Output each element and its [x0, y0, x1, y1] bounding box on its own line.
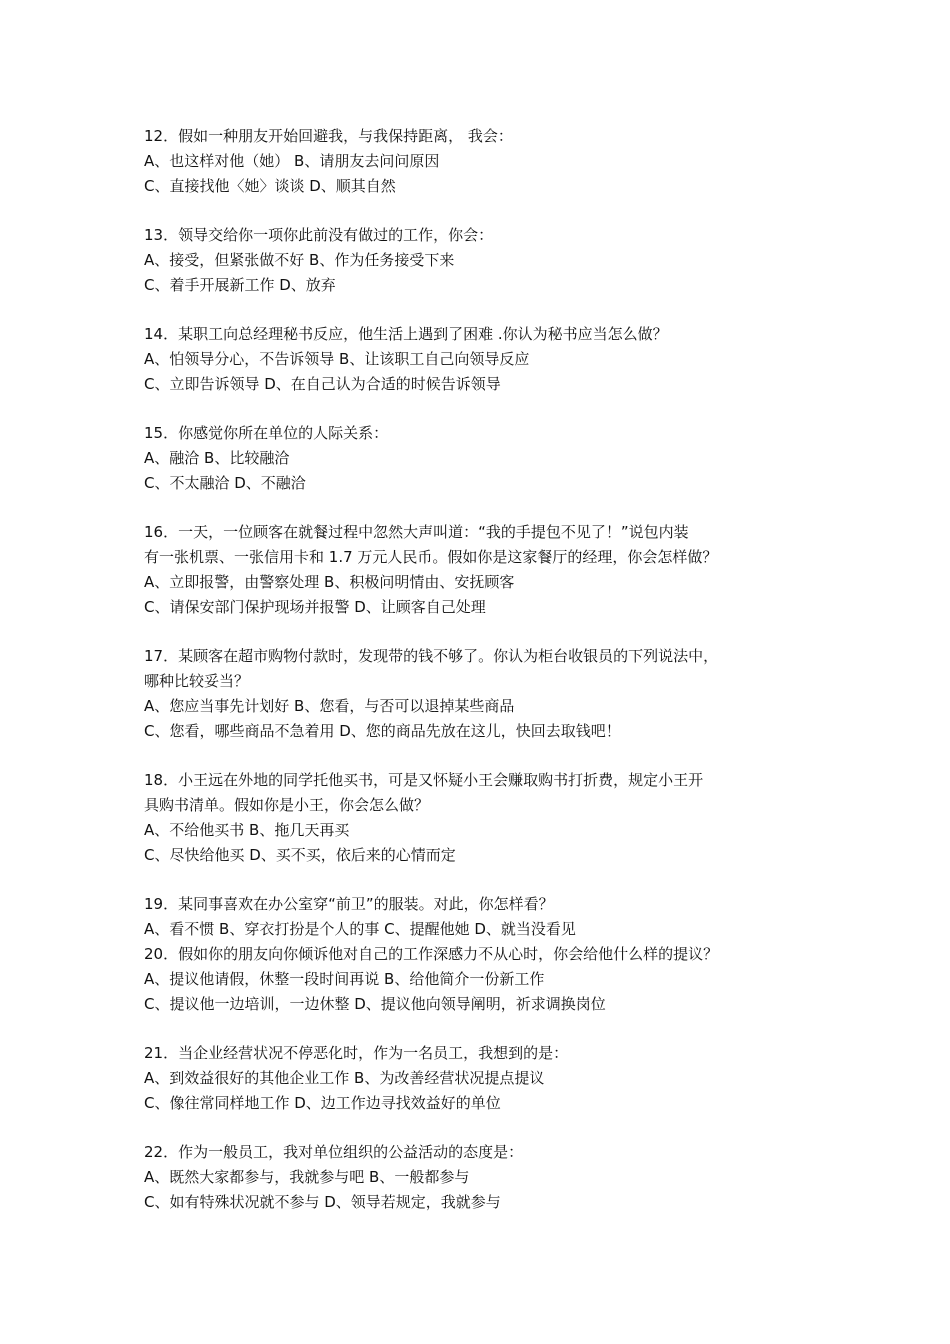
question-line: A、不给他买书 B、拖几天再买	[144, 821, 350, 839]
question-line: A、到效益很好的其他企业工作 B、为改善经营状况提点提议	[144, 1069, 545, 1087]
paragraph-gap	[144, 496, 824, 520]
question-block	[144, 1041, 824, 1116]
question-text: 16．一天，一位顾客在就餐过程中忽然大声叫道：“我的手提包不见了！”说包内装	[144, 523, 689, 541]
paragraph-gap	[144, 298, 824, 322]
question-block	[144, 768, 824, 868]
question-line: C、立即告诉领导 D、在自己认为合适的时候告诉领导	[144, 375, 501, 393]
question-line: 有一张机票、一张信用卡和 1.7 万元人民币。假如你是这家餐厅的经理，你会怎样做？	[144, 548, 718, 566]
question-text: 15．你感觉你所在单位的人际关系：	[144, 424, 389, 442]
question-line: A、也这样对他（她） B、请朋友去问问原因	[144, 152, 440, 170]
paragraph-gap	[144, 1116, 824, 1140]
question-line: 具购书清单。假如你是小王，你会怎么做？	[144, 796, 430, 814]
paragraph-gap	[144, 1017, 824, 1041]
question-line: A、您应当事先计划好 B、您看，与否可以退掉某些商品	[144, 697, 515, 715]
paragraph-gap	[144, 397, 824, 421]
question-line: C、着手开展新工作 D、放弃	[144, 276, 336, 294]
question-line: C、提议他一边培训，一边休整 D、提议他向领导阐明，祈求调换岗位	[144, 995, 606, 1013]
question-block	[144, 1140, 824, 1215]
question-line: C、直接找他〈她〉谈谈 D、顺其自然	[144, 177, 396, 195]
question-text: 22．作为一般员工，我对单位组织的公益活动的态度是：	[144, 1143, 524, 1161]
question-line: C、请保安部门保护现场并报警 D、让顾客自己处理	[144, 598, 486, 616]
question-text: 17．某顾客在超市购物付款时，发现带的钱不够了。你认为柜台收银员的下列说法中，	[144, 647, 719, 665]
question-line: A、立即报警，由警察处理 B、积极问明情由、安抚顾客	[144, 573, 515, 591]
question-line: 哪种比较妥当？	[144, 672, 250, 690]
paragraph-gap	[144, 620, 824, 644]
question-line: A、提议他请假，休整一段时间再说 B、给他简介一份新工作	[144, 970, 545, 988]
question-line: A、融洽 B、比较融洽	[144, 449, 290, 467]
question-text: 12．假如一种朋友开始回避我，与我保持距离， 我会：	[144, 127, 513, 145]
question-block	[144, 520, 824, 620]
question-block	[144, 223, 824, 298]
question-text: 13．领导交给你一项你此前没有做过的工作，你会：	[144, 226, 494, 244]
question-block	[144, 421, 824, 496]
paragraph-gap	[144, 199, 824, 223]
question-text: 18．小王远在外地的同学托他买书，可是又怀疑小王会赚取购书打折费，规定小王开	[144, 771, 704, 789]
question-line: A、怕领导分心，不告诉领导 B、让该职工自己向领导反应	[144, 350, 530, 368]
question-line: C、您看，哪些商品不急着用 D、您的商品先放在这儿，快回去取钱吧！	[144, 722, 621, 740]
question-text: 21．当企业经营状况不停恶化时，作为一名员工，我想到的是：	[144, 1044, 569, 1062]
question-block	[144, 322, 824, 397]
question-block	[144, 124, 824, 199]
question-text: 14．某职工向总经理秘书反应，他生活上遇到了困难 .你认为秘书应当怎么做？	[144, 325, 668, 343]
question-line: C、尽快给他买 D、买不买，依后来的心情而定	[144, 846, 456, 864]
question-line: C、不太融洽 D、不融洽	[144, 474, 306, 492]
question-line: C、如有特殊状况就不参与 D、领导若规定，我就参与	[144, 1193, 501, 1211]
question-line: A、既然大家都参与，我就参与吧 B、一般都参与	[144, 1168, 470, 1186]
paragraph-gap	[144, 744, 824, 768]
question-block	[144, 892, 824, 1017]
question-line: A、接受，但紧张做不好 B、作为任务接受下来	[144, 251, 455, 269]
question-line: 20．假如你的朋友向你倾诉他对自己的工作深感力不从心时，你会给他什么样的提议？	[144, 945, 719, 963]
question-line: A、看不惯 B、穿衣打扮是个人的事 C、提醒他她 D、就当没看见	[144, 920, 576, 938]
paragraph-gap	[144, 868, 824, 892]
question-text: 19．某同事喜欢在办公室穿“前卫”的服装。对此，你怎样看？	[144, 895, 554, 913]
document-page	[144, 124, 824, 1215]
question-block	[144, 644, 824, 744]
question-line: C、像往常同样地工作 D、边工作边寻找效益好的单位	[144, 1094, 501, 1112]
